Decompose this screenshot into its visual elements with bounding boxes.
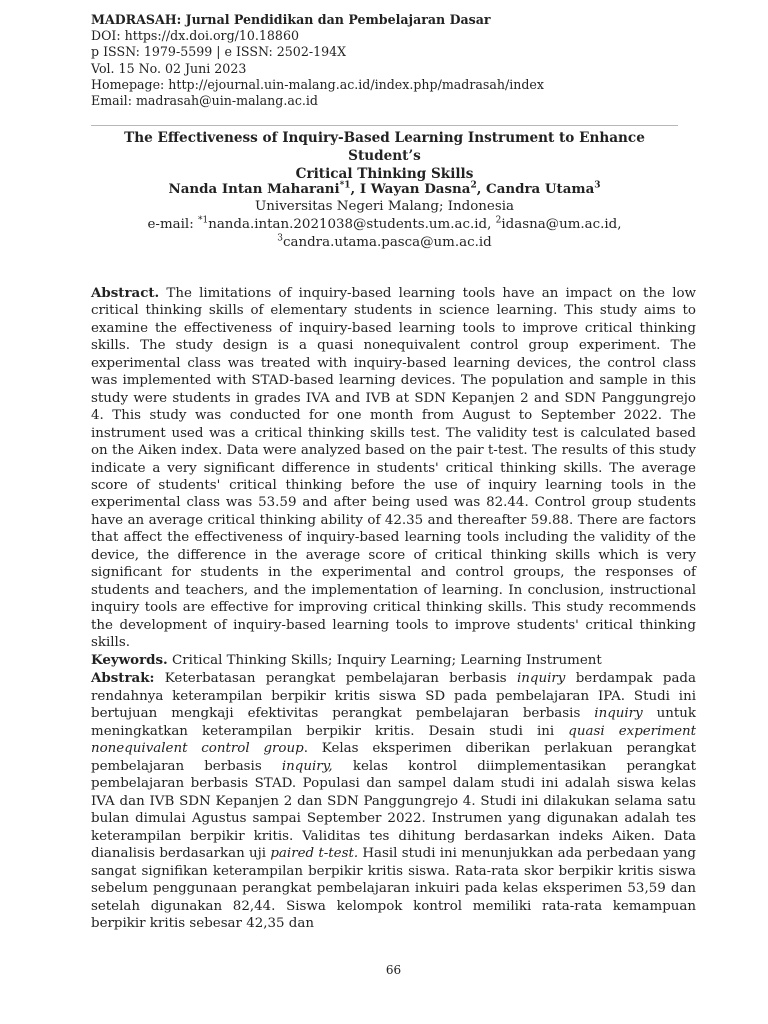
abstract-text: The limitations of inquiry-based learning tools have an impact on the low critical thinking skills of elementary students in science learning. This study aims to examine the effectiveness of inquiry-based learning tools to improve critical thinking skills. The study design is a quasi nonequivalent control group experiment. The experimental class was treated with inquiry-based learning devices, the control class was implemented with STAD-based learning devices. The population and sample in this study were students in grades IVA and IVB at SDN Kepanjen 2 and SDN Panggungrejo 4. This study was conducted for one month from August to September 2022. The instrument used was a critical thinking skills test. The validity test is calculated based on the Aiken index. Data were analyzed based on the pair t-test. The results of this study indicate a very significant difference in students' critical thinking skills. The average score of students' critical thinking before the use of inquiry learning tools in the experimental class was 53.59 and after being used was 82.44. Control group students have an average critical thinking ability of 42.35 and thereafter 59.88. There are factors that affect the effectiveness of inquiry-based learning tools including the validity of the device, the difference in the average score of critical thinking skills which is very significant for students in the experimental and control groups, the responses of students and teachers, and the implementation of learning. In conclusion, instructional inquiry tools are effective for improving critical thinking skills. This study recommends the development of inquiry-based learning tools to improve students' critical thinking skills. bbox=[91, 286, 696, 651]
keywords-label: Keywords. bbox=[91, 651, 168, 668]
author-emails-line-1 bbox=[91, 216, 678, 234]
author-sep-2: , bbox=[476, 181, 487, 197]
keywords-paragraph bbox=[91, 652, 696, 669]
abstrak-paragraph bbox=[91, 670, 696, 933]
journal-header bbox=[91, 12, 691, 109]
journal-homepage: Homepage: http://ejournal.uin-malang.ac.id/index.php/madrasah/index bbox=[91, 76, 544, 92]
author-2: I Wayan Dasna bbox=[359, 181, 471, 197]
abstract-section bbox=[91, 285, 696, 669]
email-prefix: e-mail: bbox=[147, 217, 198, 232]
abstrak-label: Abstrak: bbox=[91, 670, 155, 686]
email-3-sup: 3 bbox=[277, 233, 283, 244]
abstrak-text-3: untuk meningkatkan keterampilan berpikir kritis. Desain studi ini bbox=[91, 706, 696, 739]
email-1: nanda.intan.2021038@students.um.ac.id, bbox=[208, 217, 496, 232]
affiliation: Universitas Negeri Malang; Indonesia bbox=[255, 199, 514, 214]
author-3: Candra Utama bbox=[486, 181, 595, 197]
title-line-1: The Effectiveness of Inquiry-Based Learning Instrument to Enhance Student’s bbox=[124, 130, 645, 164]
author-sep-1: , bbox=[350, 181, 360, 197]
email-3: candra.utama.pasca@um.ac.id bbox=[283, 235, 492, 250]
abstrak-text-5: kelas kontrol diimplementasikan perangkat pembelajaran berbasis STAD. Populasi dan sampel dalam studi ini adalah siswa kelas IVA dan IVB SDN Kepanjen 2 dan SDN Panggungrejo 4. Studi ini dilakukan selama satu bulan dimulai Agustus sampai September 2022. Instrumen yang digunakan adalah tes keterampilan berpikir kritis. Validitas tes dihitung berdasarkan indeks Aiken. Data dianalisis berdasarkan uji bbox=[91, 758, 696, 861]
author-1-sup: *1 bbox=[339, 180, 351, 191]
abstrak-italic-1: inquiry bbox=[517, 671, 566, 686]
abstrak-text-2: berdampak pada rendahnya keterampilan berpikir kritis siswa SD pada pembelajaran IPA. Studi ini bertujuan mengkaji efektivitas perangkat pembelajaran berbasis bbox=[91, 671, 696, 721]
journal-email: Email: madrasah@uin-malang.ac.id bbox=[91, 93, 318, 109]
header-divider bbox=[91, 125, 678, 126]
article-title bbox=[91, 129, 678, 183]
author-2-sup: 2 bbox=[470, 180, 477, 191]
abstrak-italic-4: inquiry, bbox=[281, 758, 333, 774]
abstract-paragraph bbox=[91, 285, 696, 652]
page-number: 66 bbox=[385, 963, 402, 977]
abstract-label: Abstract. bbox=[91, 285, 160, 301]
author-3-sup: 3 bbox=[594, 180, 601, 191]
abstrak-italic-3: quasi experiment nonequivalent control group bbox=[91, 723, 696, 756]
keywords-text: Critical Thinking Skills; Inquiry Learning; Learning Instrument bbox=[167, 652, 602, 668]
author-emails-line-2 bbox=[91, 234, 678, 252]
abstrak-italic-2: inquiry bbox=[594, 706, 643, 721]
author-names bbox=[91, 180, 678, 198]
abstrak-section bbox=[91, 670, 696, 933]
title-line-2: Critical Thinking Skills bbox=[295, 166, 474, 182]
abstrak-italic-5: paired t-test. bbox=[270, 846, 359, 861]
journal-issn: p ISSN: 1979-5599 | e ISSN: 2502-194X bbox=[91, 44, 347, 60]
journal-name: MADRASAH: Jurnal Pendidikan dan Pembelajaran Dasar bbox=[91, 12, 491, 27]
email-2: idasna@um.ac.id, bbox=[501, 217, 622, 232]
author-block bbox=[91, 180, 678, 252]
abstrak-text-6: Hasil studi ini menunjukkan ada perbedaan yang sangat signifikan keterampilan berpikir kritis siswa. Rata-rata skor berpikir kritis siswa sebelum penggunaan perangkat pembelajaran inkuiri pada kelas eksperimen 53,59 dan setelah digunakan 82,44. Siswa kelompok kontrol memiliki rata-rata kemampuan berpikir kritis sebesar 42,35 dan bbox=[91, 846, 696, 931]
journal-volume: Vol. 15 No. 02 Juni 2023 bbox=[91, 60, 247, 76]
journal-doi: DOI: https://dx.doi.org/10.18860 bbox=[91, 28, 299, 44]
email-2-sup: 2 bbox=[495, 215, 502, 226]
abstrak-text-1: Keterbatasan perangkat pembelajaran berbasis bbox=[154, 671, 517, 686]
abstrak-text-4: . Kelas eksperimen diberikan perlakuan perangkat pembelajaran berbasis bbox=[91, 741, 697, 774]
author-1: Nanda Intan Maharani bbox=[168, 181, 340, 197]
email-1-sup: *1 bbox=[197, 215, 209, 226]
